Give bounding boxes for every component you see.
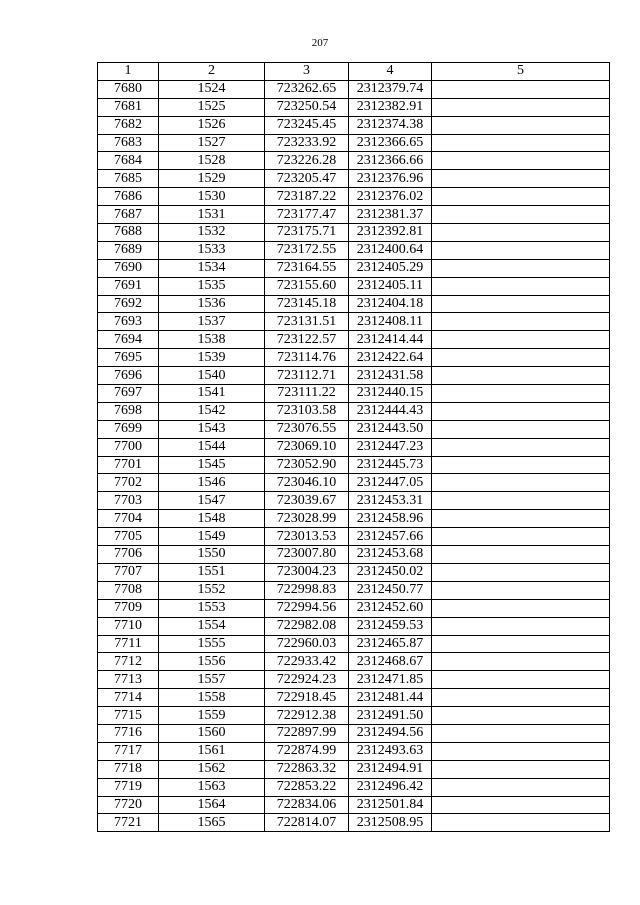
header-row	[98, 63, 610, 81]
table-cell-col-1: 7688	[98, 224, 159, 242]
table-cell-col-5	[432, 277, 610, 295]
table-cell-col-1: 7714	[98, 689, 159, 707]
table-cell-col-3: 723233.92	[265, 134, 349, 152]
table-cell-col-1: 7711	[98, 635, 159, 653]
table-cell-col-4: 2312444.43	[349, 402, 432, 420]
table-row	[98, 742, 610, 760]
page-number: 207	[311, 37, 329, 49]
table-cell-col-2: 1550	[159, 546, 265, 564]
table-cell-col-2: 1557	[159, 671, 265, 689]
table-cell-col-3: 722897.99	[265, 724, 349, 742]
table-cell-col-3: 723164.55	[265, 259, 349, 277]
table-cell-col-2: 1541	[159, 385, 265, 403]
table-cell-col-4: 2312379.74	[349, 80, 432, 98]
table-row	[98, 456, 610, 474]
table-cell-col-5	[432, 80, 610, 98]
table-row	[98, 599, 610, 617]
table-cell-col-1: 7687	[98, 206, 159, 224]
table-cell-col-1: 7701	[98, 456, 159, 474]
table-cell-col-2: 1530	[159, 188, 265, 206]
table-row	[98, 796, 610, 814]
table-row	[98, 188, 610, 206]
table-row	[98, 814, 610, 832]
table-row	[98, 313, 610, 331]
table-cell-col-5	[432, 134, 610, 152]
table-row	[98, 617, 610, 635]
table-cell-col-2: 1551	[159, 563, 265, 581]
table-cell-col-3: 723076.55	[265, 420, 349, 438]
table-cell-col-2: 1552	[159, 581, 265, 599]
table-cell-col-4: 2312459.53	[349, 617, 432, 635]
table-cell-col-1: 7689	[98, 241, 159, 259]
table-cell-col-2: 1547	[159, 492, 265, 510]
table-cell-col-1: 7680	[98, 80, 159, 98]
table-cell-col-3: 723187.22	[265, 188, 349, 206]
table-cell-col-2: 1525	[159, 98, 265, 116]
table-cell-col-1: 7692	[98, 295, 159, 313]
table-row	[98, 492, 610, 510]
table-cell-col-4: 2312405.11	[349, 277, 432, 295]
table-cell-col-1: 7703	[98, 492, 159, 510]
coordinates-table	[97, 62, 610, 832]
table-cell-col-1: 7706	[98, 546, 159, 564]
table-cell-col-2: 1533	[159, 241, 265, 259]
table-cell-col-4: 2312445.73	[349, 456, 432, 474]
table-cell-col-1: 7698	[98, 402, 159, 420]
table-cell-col-4: 2312468.67	[349, 653, 432, 671]
table-cell-col-3: 723122.57	[265, 331, 349, 349]
table-cell-col-2: 1524	[159, 80, 265, 98]
table-row	[98, 689, 610, 707]
table-row	[98, 581, 610, 599]
table-cell-col-1: 7684	[98, 152, 159, 170]
table-cell-col-2: 1549	[159, 528, 265, 546]
table-cell-col-3: 723177.47	[265, 206, 349, 224]
table-cell-col-3: 723112.71	[265, 367, 349, 385]
table-cell-col-4: 2312465.87	[349, 635, 432, 653]
table-cell-col-3: 723172.55	[265, 241, 349, 259]
column-header-4: 4	[349, 63, 432, 81]
table-cell-col-4: 2312414.44	[349, 331, 432, 349]
table-cell-col-1: 7686	[98, 188, 159, 206]
table-body	[98, 80, 610, 831]
table-row	[98, 277, 610, 295]
table-cell-col-3: 723028.99	[265, 510, 349, 528]
table-row	[98, 510, 610, 528]
table-cell-col-1: 7696	[98, 367, 159, 385]
table-cell-col-5	[432, 349, 610, 367]
table-cell-col-3: 723131.51	[265, 313, 349, 331]
table-cell-col-4: 2312392.81	[349, 224, 432, 242]
table-cell-col-2: 1560	[159, 724, 265, 742]
table-cell-col-3: 723052.90	[265, 456, 349, 474]
table-row	[98, 563, 610, 581]
column-header-2: 2	[159, 63, 265, 81]
table-cell-col-3: 723111.22	[265, 385, 349, 403]
table-cell-col-5	[432, 528, 610, 546]
table-cell-col-3: 722834.06	[265, 796, 349, 814]
table-row	[98, 635, 610, 653]
table-cell-col-5	[432, 241, 610, 259]
table-cell-col-5	[432, 456, 610, 474]
table-row	[98, 653, 610, 671]
table-row	[98, 707, 610, 725]
table-cell-col-1: 7708	[98, 581, 159, 599]
table-cell-col-2: 1543	[159, 420, 265, 438]
table-cell-col-1: 7697	[98, 385, 159, 403]
table-cell-col-3: 723205.47	[265, 170, 349, 188]
table-cell-col-2: 1532	[159, 224, 265, 242]
table-row	[98, 98, 610, 116]
table-cell-col-5	[432, 778, 610, 796]
table-cell-col-3: 723114.76	[265, 349, 349, 367]
table-cell-col-3: 723245.45	[265, 116, 349, 134]
table-cell-col-2: 1539	[159, 349, 265, 367]
table-cell-col-1: 7718	[98, 760, 159, 778]
table-cell-col-2: 1558	[159, 689, 265, 707]
table-cell-col-3: 722933.42	[265, 653, 349, 671]
table-cell-col-4: 2312496.42	[349, 778, 432, 796]
table-cell-col-4: 2312447.05	[349, 474, 432, 492]
table-cell-col-5	[432, 420, 610, 438]
column-header-3: 3	[265, 63, 349, 81]
table-cell-col-4: 2312471.85	[349, 671, 432, 689]
table-cell-col-5	[432, 492, 610, 510]
table-row	[98, 134, 610, 152]
table-cell-col-1: 7694	[98, 331, 159, 349]
table-row	[98, 385, 610, 403]
table-cell-col-1: 7700	[98, 438, 159, 456]
table-cell-col-1: 7721	[98, 814, 159, 832]
table-row	[98, 295, 610, 313]
table-cell-col-2: 1544	[159, 438, 265, 456]
table-cell-col-4: 2312366.66	[349, 152, 432, 170]
table-cell-col-3: 722994.56	[265, 599, 349, 617]
table-cell-col-1: 7691	[98, 277, 159, 295]
table-cell-col-5	[432, 295, 610, 313]
table-cell-col-4: 2312405.29	[349, 259, 432, 277]
table-cell-col-3: 723004.23	[265, 563, 349, 581]
table-cell-col-4: 2312366.65	[349, 134, 432, 152]
table-cell-col-3: 723046.10	[265, 474, 349, 492]
table-cell-col-5	[432, 581, 610, 599]
table-row	[98, 438, 610, 456]
table-cell-col-2: 1538	[159, 331, 265, 349]
table-cell-col-5	[432, 313, 610, 331]
table-cell-col-3: 723250.54	[265, 98, 349, 116]
table-cell-col-5	[432, 510, 610, 528]
table-cell-col-2: 1528	[159, 152, 265, 170]
table-cell-col-5	[432, 814, 610, 832]
table-cell-col-5	[432, 671, 610, 689]
table-cell-col-4: 2312408.11	[349, 313, 432, 331]
table-cell-col-1: 7683	[98, 134, 159, 152]
table-cell-col-3: 723007.80	[265, 546, 349, 564]
table-row	[98, 546, 610, 564]
table-cell-col-1: 7712	[98, 653, 159, 671]
table-cell-col-4: 2312450.02	[349, 563, 432, 581]
table-cell-col-5	[432, 331, 610, 349]
table-cell-col-4: 2312376.02	[349, 188, 432, 206]
table-cell-col-3: 723013.53	[265, 528, 349, 546]
table-cell-col-1: 7693	[98, 313, 159, 331]
table-cell-col-5	[432, 653, 610, 671]
table-cell-col-1: 7715	[98, 707, 159, 725]
table-cell-col-5	[432, 170, 610, 188]
table-cell-col-5	[432, 635, 610, 653]
table-cell-col-1: 7716	[98, 724, 159, 742]
table-cell-col-3: 722814.07	[265, 814, 349, 832]
table-cell-col-4: 2312450.77	[349, 581, 432, 599]
table-cell-col-3: 722863.32	[265, 760, 349, 778]
table-cell-col-2: 1559	[159, 707, 265, 725]
table-cell-col-2: 1565	[159, 814, 265, 832]
table-row	[98, 671, 610, 689]
table-cell-col-2: 1526	[159, 116, 265, 134]
table-cell-col-3: 723262.65	[265, 80, 349, 98]
table-cell-col-1: 7681	[98, 98, 159, 116]
table-cell-col-2: 1534	[159, 259, 265, 277]
table-row	[98, 349, 610, 367]
table-cell-col-5	[432, 224, 610, 242]
table-cell-col-5	[432, 367, 610, 385]
table-cell-col-2: 1554	[159, 617, 265, 635]
table-cell-col-3: 722998.83	[265, 581, 349, 599]
table-row	[98, 152, 610, 170]
table-cell-col-1: 7699	[98, 420, 159, 438]
table-cell-col-3: 722918.45	[265, 689, 349, 707]
table-cell-col-4: 2312458.96	[349, 510, 432, 528]
table-cell-col-1: 7713	[98, 671, 159, 689]
table-row	[98, 474, 610, 492]
table-cell-col-1: 7720	[98, 796, 159, 814]
table-row	[98, 367, 610, 385]
table-cell-col-1: 7719	[98, 778, 159, 796]
table-cell-col-5	[432, 474, 610, 492]
table-cell-col-3: 723155.60	[265, 277, 349, 295]
table-cell-col-5	[432, 599, 610, 617]
table-cell-col-1: 7705	[98, 528, 159, 546]
table-cell-col-5	[432, 546, 610, 564]
table-cell-col-2: 1562	[159, 760, 265, 778]
table-cell-col-5	[432, 707, 610, 725]
table-cell-col-5	[432, 617, 610, 635]
table-cell-col-4: 2312501.84	[349, 796, 432, 814]
table-cell-col-2: 1535	[159, 277, 265, 295]
table-cell-col-3: 722912.38	[265, 707, 349, 725]
table-row	[98, 420, 610, 438]
table-cell-col-2: 1555	[159, 635, 265, 653]
table-cell-col-5	[432, 760, 610, 778]
table-row	[98, 760, 610, 778]
table-cell-col-2: 1527	[159, 134, 265, 152]
table-cell-col-2: 1564	[159, 796, 265, 814]
table-cell-col-3: 723226.28	[265, 152, 349, 170]
table-cell-col-5	[432, 689, 610, 707]
table-cell-col-5	[432, 402, 610, 420]
table-cell-col-3: 723145.18	[265, 295, 349, 313]
table-cell-col-2: 1531	[159, 206, 265, 224]
table-cell-col-3: 722982.08	[265, 617, 349, 635]
table-row	[98, 528, 610, 546]
table-cell-col-4: 2312457.66	[349, 528, 432, 546]
table-cell-col-2: 1546	[159, 474, 265, 492]
table-cell-col-4: 2312493.63	[349, 742, 432, 760]
table-cell-col-1: 7685	[98, 170, 159, 188]
table-cell-col-4: 2312447.23	[349, 438, 432, 456]
table-row	[98, 170, 610, 188]
table-cell-col-5	[432, 188, 610, 206]
table-cell-col-5	[432, 152, 610, 170]
table-cell-col-3: 723039.67	[265, 492, 349, 510]
column-header-5: 5	[432, 63, 610, 81]
table-cell-col-4: 2312494.56	[349, 724, 432, 742]
table-cell-col-2: 1556	[159, 653, 265, 671]
table-row	[98, 116, 610, 134]
table-cell-col-5	[432, 724, 610, 742]
table-cell-col-4: 2312491.50	[349, 707, 432, 725]
table-row	[98, 259, 610, 277]
table-cell-col-4: 2312494.91	[349, 760, 432, 778]
table-cell-col-4: 2312381.37	[349, 206, 432, 224]
table-cell-col-5	[432, 385, 610, 403]
table-row	[98, 80, 610, 98]
table-cell-col-4: 2312374.38	[349, 116, 432, 134]
table-cell-col-4: 2312452.60	[349, 599, 432, 617]
table-cell-col-3: 722924.23	[265, 671, 349, 689]
table-cell-col-4: 2312443.50	[349, 420, 432, 438]
table-cell-col-2: 1536	[159, 295, 265, 313]
table-cell-col-2: 1563	[159, 778, 265, 796]
table-cell-col-5	[432, 438, 610, 456]
table-cell-col-2: 1548	[159, 510, 265, 528]
table-cell-col-1: 7682	[98, 116, 159, 134]
table-cell-col-2: 1529	[159, 170, 265, 188]
table-cell-col-5	[432, 742, 610, 760]
table-cell-col-5	[432, 259, 610, 277]
table-row	[98, 224, 610, 242]
table-cell-col-5	[432, 98, 610, 116]
table-cell-col-1: 7710	[98, 617, 159, 635]
table-header	[98, 63, 610, 81]
table-cell-col-2: 1540	[159, 367, 265, 385]
table-cell-col-4: 2312400.64	[349, 241, 432, 259]
table-cell-col-1: 7704	[98, 510, 159, 528]
table-cell-col-3: 722960.03	[265, 635, 349, 653]
table-cell-col-5	[432, 796, 610, 814]
table-cell-col-4: 2312376.96	[349, 170, 432, 188]
table-row	[98, 724, 610, 742]
table-row	[98, 206, 610, 224]
table-cell-col-3: 722853.22	[265, 778, 349, 796]
table-cell-col-5	[432, 563, 610, 581]
table-cell-col-1: 7717	[98, 742, 159, 760]
table-cell-col-1: 7702	[98, 474, 159, 492]
table-row	[98, 331, 610, 349]
table-row	[98, 402, 610, 420]
table-cell-col-5	[432, 116, 610, 134]
table-cell-col-4: 2312404.18	[349, 295, 432, 313]
table-cell-col-3: 722874.99	[265, 742, 349, 760]
table-cell-col-4: 2312422.64	[349, 349, 432, 367]
table-cell-col-4: 2312382.91	[349, 98, 432, 116]
table-cell-col-2: 1545	[159, 456, 265, 474]
table-cell-col-5	[432, 206, 610, 224]
table-cell-col-3: 723175.71	[265, 224, 349, 242]
table-cell-col-2: 1561	[159, 742, 265, 760]
table-cell-col-4: 2312431.58	[349, 367, 432, 385]
table-cell-col-1: 7695	[98, 349, 159, 367]
table-cell-col-2: 1542	[159, 402, 265, 420]
table-cell-col-2: 1537	[159, 313, 265, 331]
table-cell-col-2: 1553	[159, 599, 265, 617]
table-cell-col-3: 723069.10	[265, 438, 349, 456]
table-cell-col-4: 2312453.31	[349, 492, 432, 510]
table-cell-col-4: 2312508.95	[349, 814, 432, 832]
table-cell-col-1: 7690	[98, 259, 159, 277]
table-row	[98, 778, 610, 796]
table-cell-col-1: 7707	[98, 563, 159, 581]
table-cell-col-4: 2312453.68	[349, 546, 432, 564]
table-cell-col-4: 2312440.15	[349, 385, 432, 403]
table-row	[98, 241, 610, 259]
table-cell-col-4: 2312481.44	[349, 689, 432, 707]
table-cell-col-1: 7709	[98, 599, 159, 617]
column-header-1: 1	[98, 63, 159, 81]
table-cell-col-3: 723103.58	[265, 402, 349, 420]
